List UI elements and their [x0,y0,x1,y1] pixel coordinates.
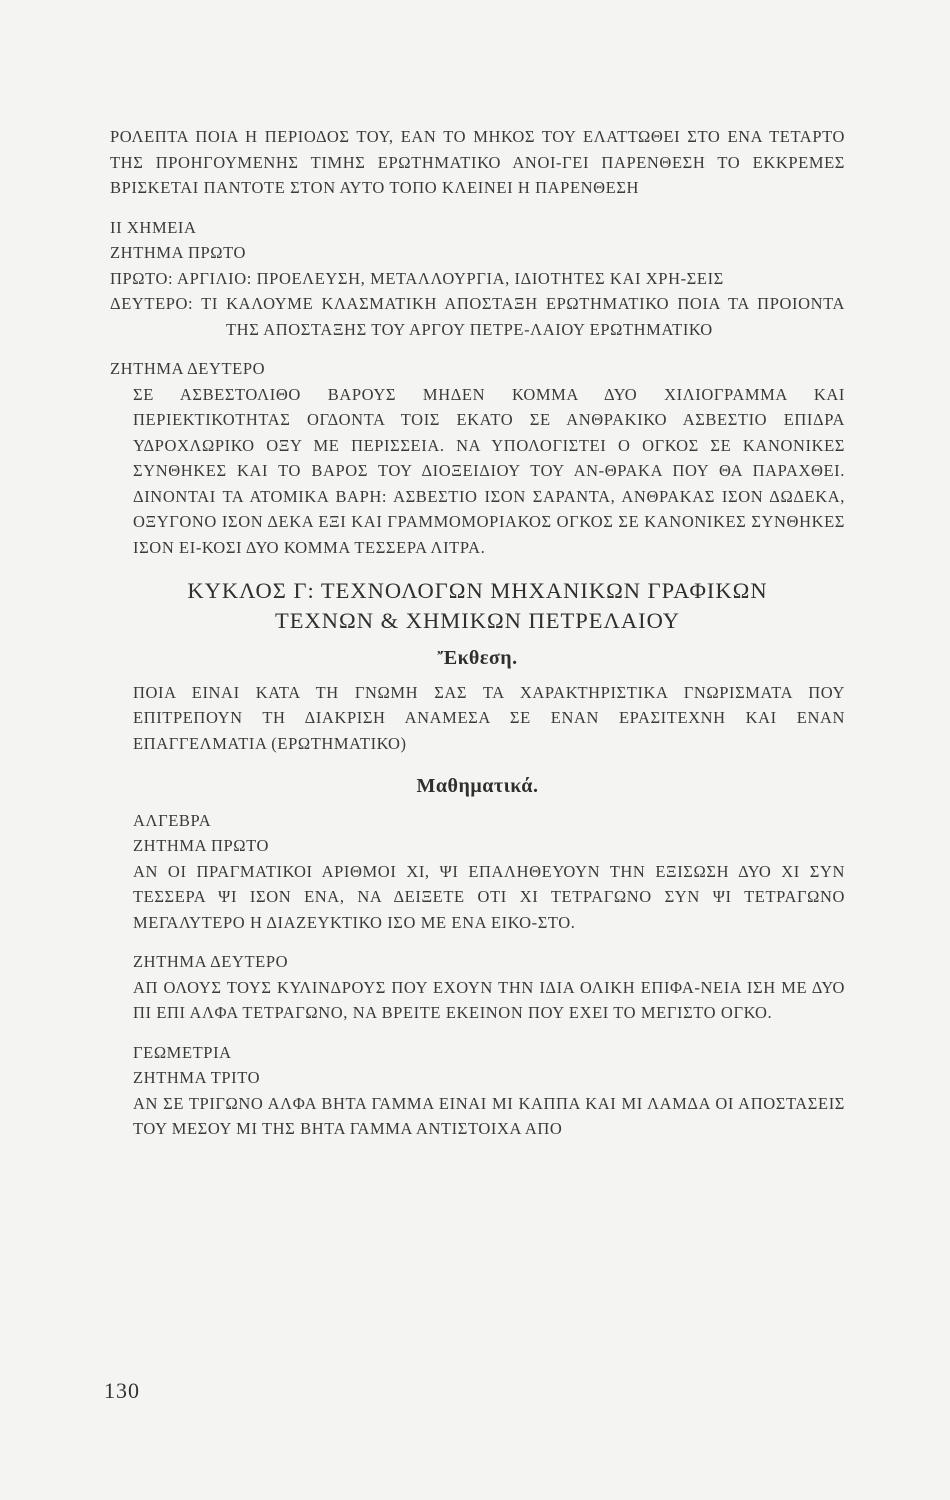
algebra-heading: ΑΛΓΕΒΡΑ [133,810,212,830]
intro-paragraph: ΡΟΛΕΠΤΑ ΠΟΙΑ Η ΠΕΡΙΟΔΟΣ ΤΟΥ, ΕΑΝ ΤΟ ΜΗΚΟΣ ΤΟΥ ΕΛΑΤΤΩΘΕΙ ΣΤΟ ΕΝΑ ΤΕΤΑΡΤΟ ΤΗΣ ΠΡΟΗΓΟΥΜΕΝΗΣ ΤΙΜΗΣ ΕΡΩΤΗΜΑΤΙΚΟ ΑΝΟΙ-ΓΕΙ ΠΑΡΕΝΘΕΣΗ ΤΟ ΕΚΚΡΕΜΕΣ ΒΡΙΣΚΕΤΑΙ ΠΑΝΤΟΤΕ ΣΤΟΝ ΑΥΤΟ ΤΟΠΟ ΚΛΕΙΝΕΙ Η ΠΑΡΕΝΘΕΣΗ [110,127,845,197]
math-question-2-label: ΖΗΤΗΜΑ ΔΕΥΤΕΡΟ [133,952,289,971]
math-question-3-label: ΖΗΤΗΜΑ ΤΡΙΤΟ [133,1068,261,1087]
math-question-1-text: ΑΝ ΟΙ ΠΡΑΓΜΑΤΙΚΟΙ ΑΡΙΘΜΟΙ ΧΙ, ΨΙ ΕΠΑΛΗΘΕΥΟΥΝ ΤΗΝ ΕΞΙΣΩΣΗ ΔΥΟ ΧΙ ΣΥΝ ΤΕΣΣΕΡΑ ΨΙ ΙΣΟΝ ΕΝΑ, ΝΑ ΔΕΙΞΕΤΕ ΟΤΙ ΧΙ ΤΕΤΡΑΓΩΝΟ ΣΥΝ ΨΙ ΤΕΤΡΑΓΩΝΟ ΜΕΓΑΛΥΤΕΡΟ Η ΔΙΑΖΕΥΚΤΙΚΟ ΙΣΟ ΜΕ ΕΝΑ ΕΙΚΟ-ΣΤΟ. [133,861,845,932]
chemistry-question-2-text: ΣΕ ΑΣΒΕΣΤΟΛΙΘΟ ΒΑΡΟΥΣ ΜΗΔΕΝ ΚΟΜΜΑ ΔΥΟ ΧΙΛΙΟΓΡΑΜΜΑ ΚΑΙ ΠΕΡΙΕΚΤΙΚΟΤΗΤΑΣ ΟΓΔΟΝΤΑ ΤΟΙΣ ΕΚΑΤΟ ΣΕ ΑΝΘΡΑΚΙΚΟ ΑΣΒΕΣΤΙΟ ΕΠΙΔΡΑ ΥΔΡΟΧΛΩΡΙΚΟ ΟΞΥ ΜΕ ΠΕΡΙΣΣΕΙΑ. ΝΑ ΥΠΟΛΟΓΙΣΤΕΙ Ο ΟΓΚΟΣ ΣΕ ΚΑΝΟΝΙΚΕΣ ΣΥΝΘΗΚΕΣ ΚΑΙ ΤΟ ΒΑΡΟΣ ΤΟΥ ΔΙΟΞΕΙΔΙΟΥ ΤΟΥ ΑΝ-ΘΡΑΚΑ ΠΟΥ ΘΑ ΠΑΡΑΧΘΕΙ. ΔΙΝΟΝΤΑΙ ΤΑ ΑΤΟΜΙΚΑ ΒΑΡΗ: ΑΣΒΕΣΤΙΟ ΙΣΟΝ ΣΑΡΑΝΤΑ, ΑΝΘΡΑΚΑΣ ΙΣΟΝ ΔΩΔΕΚΑ, ΟΞΥΓΟΝΟ ΙΣΟΝ ΔΕΚΑ ΕΞΙ ΚΑΙ ΓΡΑΜΜΟΜΟΡΙΑΚΟΣ ΟΓΚΟΣ ΣΕ ΚΑΝΟΝΙΚΕΣ ΣΥΝΘΗΚΕΣ ΙΣΟΝ ΕΙ-ΚΟΣΙ ΔΥΟ ΚΟΜΜΑ ΤΕΣΣΕΡΑ ΛΙΤΡΑ. [133,384,845,557]
chemistry-question-1-first: ΠΡΩΤΟ: ΑΡΓΙΛΙΟ: ΠΡΟΕΛΕΥΣΗ, ΜΕΤΑΛΛΟΥΡΓΙΑ, ΙΔΙΟΤΗΤΕΣ ΚΑΙ ΧΡΗ-ΣΕΙΣ [110,268,724,288]
essay-heading: Ἔκθεση. [437,647,518,669]
math-question-3-text: ΑΝ ΣΕ ΤΡΙΓΩΝΟ ΑΛΦΑ ΒΗΤΑ ΓΑΜΜΑ ΕΙΝΑΙ ΜΙ ΚΑΠΠΑ ΚΑΙ ΜΙ ΛΑΜΔΑ ΟΙ ΑΠΟΣΤΑΣΕΙΣ ΤΟΥ ΜΕΣΟΥ ΜΙ ΤΗΣ ΒΗΤΑ ΓΑΜΜΑ ΑΝΤΙΣΤΟΙΧΑ ΑΠΟ [133,1093,845,1138]
math-heading: Μαθηματικά. [416,775,539,797]
cycle-title-line-1: ΚΥΚΛΟΣ Γ: ΤΕΧΝΟΛΟΓΩΝ ΜΗΧΑΝΙΚΩΝ ΓΡΑΦΙΚΩΝ [187,578,768,603]
page-number: 130 [104,1378,140,1403]
essay-text: ΠΟΙΑ ΕΙΝΑΙ ΚΑΤΑ ΤΗ ΓΝΩΜΗ ΣΑΣ ΤΑ ΧΑΡΑΚΤΗΡΙΣΤΙΚΑ ΓΝΩΡΙΣΜΑΤΑ ΠΟΥ ΕΠΙΤΡΕΠΟΥΝ ΤΗ ΔΙΑΚΡΙΣΗ ΑΝΑΜΕΣΑ ΣΕ ΕΝΑΝ ΕΡΑΣΙΤΕΧΝΗ ΚΑΙ ΕΝΑΝ ΕΠΑΓΓΕΛΜΑΤΙΑ (ΕΡΩΤΗΜΑΤΙΚΟ) [133,682,845,753]
page-body [110,124,845,1142]
math-question-1-label: ΖΗΤΗΜΑ ΠΡΩΤΟ [133,836,270,855]
geometry-heading: ΓΕΩΜΕΤΡΙΑ [133,1042,232,1062]
cycle-title [110,576,845,636]
chemistry-question-2-label: ΖΗΤΗΜΑ ΔΕΥΤΕΡΟ [110,359,266,378]
chemistry-question-1-label: ΖΗΤΗΜΑ ΠΡΩΤΟ [110,243,247,262]
math-question-2-text: ΑΠ ΟΛΟΥΣ ΤΟΥΣ ΚΥΛΙΝΔΡΟΥΣ ΠΟΥ ΕΧΟΥΝ ΤΗΝ ΙΔΙΑ ΟΛΙΚΗ ΕΠΙΦΑ-ΝΕΙΑ ΙΣΗ ΜΕ ΔΥΟ ΠΙ ΕΠΙ ΑΛΦΑ ΤΕΤΡΑΓΩΝΟ, ΝΑ ΒΡΕΙΤΕ ΕΚΕΙΝΟΝ ΠΟΥ ΕΧΕΙ ΤΟ ΜΕΓΙΣΤΟ ΟΓΚΟ. [133,977,845,1022]
cycle-title-line-2: ΤΕΧΝΩΝ & ΧΗΜΙΚΩΝ ΠΕΤΡΕΛΑΙΟΥ [275,608,680,633]
chemistry-question-1-second: ΔΕΥΤΕΡΟ: ΤΙ ΚΑΛΟΥΜΕ ΚΛΑΣΜΑΤΙΚΗ ΑΠΟΣΤΑΞΗ ΕΡΩΤΗΜΑΤΙΚΟ ΠΟΙΑ ΤΑ ΠΡΟΙΟΝΤΑ ΤΗΣ ΑΠΟΣΤΑΞΗΣ ΤΟΥ ΑΡΓΟΥ ΠΕΤΡΕ-ΛΑΙΟΥ ΕΡΩΤΗΜΑΤΙΚΟ [110,294,845,339]
chemistry-heading: ΙΙ ΧΗΜΕΙΑ [110,217,197,237]
